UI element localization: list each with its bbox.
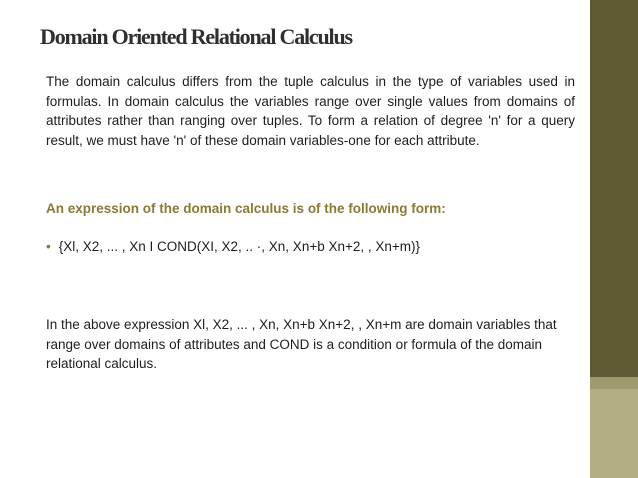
intro-paragraph: The domain calculus differs from the tuple calculus in the type of variables used in formulas. In domain calculus the variables range over single values from domains of attributes rather than ranging over tuples. To form a relation of degree 'n' for a query result, we must have 'n' of these domain variables-one for each attribute. (46, 74, 575, 148)
explanation-paragraph: In the above expression Xl, X2, ... , Xn, Xn+b Xn+2, , Xn+m are domain variables that range over domains of attributes and COND is a condition or formula of the domain relational calculus. (46, 317, 557, 371)
bullet-item (46, 237, 575, 257)
sidebar-band-light (590, 377, 638, 389)
decorative-sidebar (590, 0, 638, 478)
slide-title: Domain Oriented Relational Calculus (40, 24, 352, 49)
bullet-text: {Xl, X2, ... , Xn I COND(XI, X2, .. ·, Xn, Xn+b Xn+2, , Xn+m)} (58, 239, 421, 254)
sidebar-band-tan (590, 389, 638, 478)
sidebar-band-dark (590, 0, 638, 377)
bullet-icon: • (46, 239, 51, 254)
expression-subheading: An expression of the domain calculus is of the following form: (46, 201, 446, 216)
